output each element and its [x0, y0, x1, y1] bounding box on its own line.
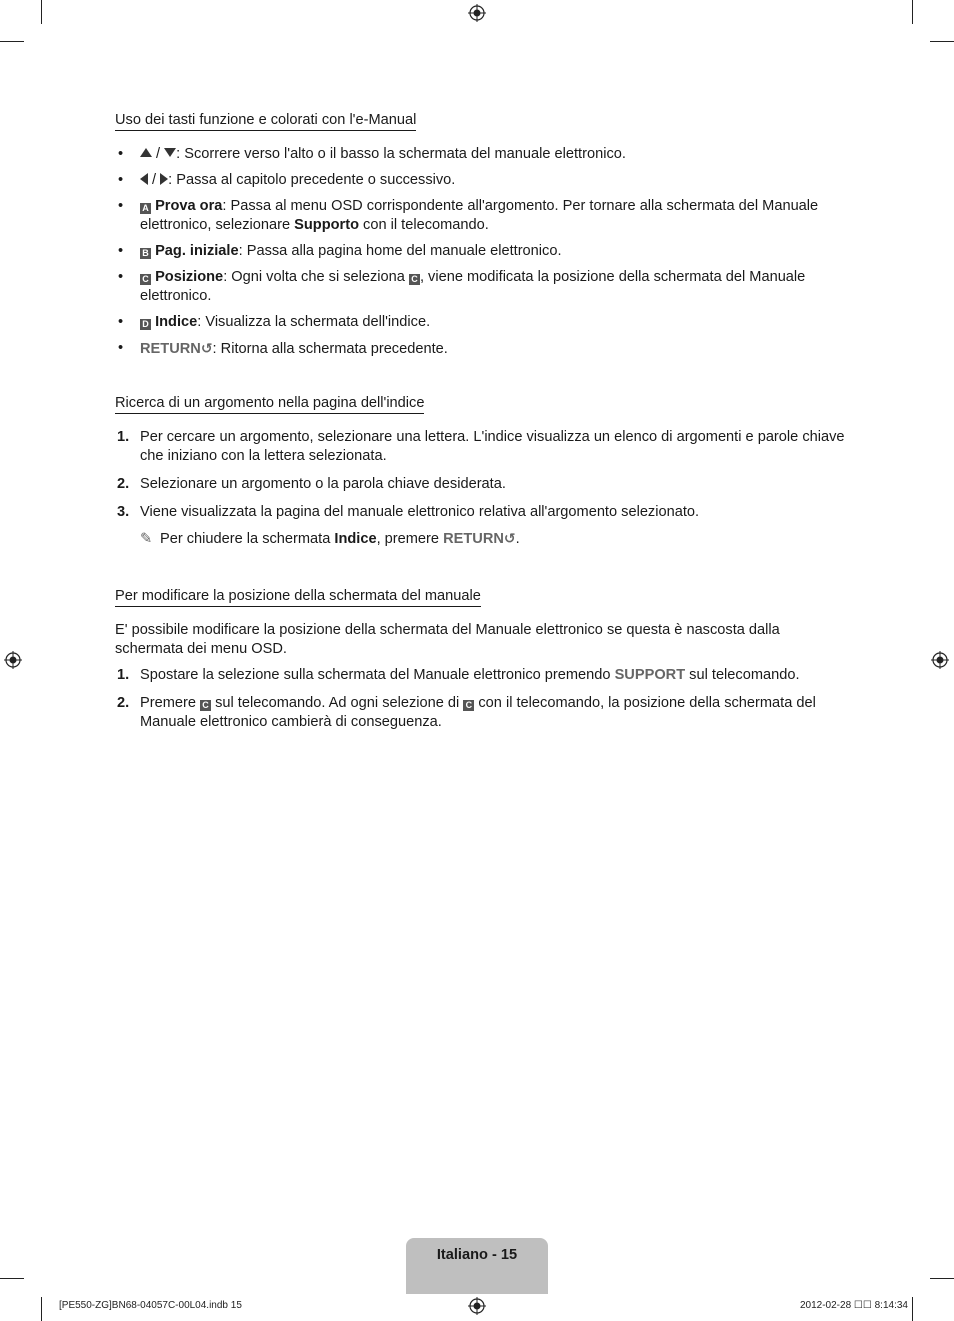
registration-mark-icon — [4, 651, 22, 669]
section-index-search — [115, 394, 845, 549]
crop-mark — [912, 0, 913, 24]
list-item: • A Prova ora: Passa al menu OSD corrispondente all'argomento. Per tornare alla schermata del Manuale elettronico, selezionare Supporto con il telecomando. — [115, 197, 845, 235]
pencil-note-icon: ✎ — [140, 531, 153, 547]
manual-content — [115, 111, 845, 741]
key-d-icon: D — [140, 319, 151, 330]
key-c-icon: C — [200, 700, 211, 711]
key-c-icon: C — [463, 700, 474, 711]
arrow-left-icon — [140, 173, 148, 185]
list-item: 2. Selezionare un argomento o la parola chiave desiderata. — [117, 476, 506, 492]
crop-mark — [912, 1297, 913, 1321]
registration-mark-icon — [468, 4, 486, 22]
section-heading: Per modificare la posizione della schermata del manuale — [115, 587, 481, 607]
bullet-list — [115, 145, 845, 359]
print-datetime: 2012-02-28 ☐☐ 8:14:34 — [799, 1300, 908, 1311]
list-item: • D Indice: Visualizza la schermata dell'indice. — [115, 313, 845, 332]
registration-mark-icon — [468, 1297, 486, 1315]
list-item: • B Pag. iniziale: Passa alla pagina home del manuale elettronico. — [115, 242, 845, 261]
list-item: • C Posizione: Ogni volta che si seleziona C , viene modificata la posizione della schermata del Manuale elettronico. — [115, 268, 845, 306]
intro-paragraph: E' possibile modificare la posizione della schermata del Manuale elettronico se questa è nascosta dalla schermata dei menu OSD. — [115, 622, 780, 657]
return-icon: ↺ — [503, 530, 516, 546]
list-item: • RETURN↺: Ritorna alla schermata precedente. — [115, 339, 845, 359]
section-heading: Ricerca di un argomento nella pagina dell'indice — [115, 394, 424, 414]
crop-mark — [0, 41, 24, 42]
numbered-list — [115, 666, 845, 732]
list-item: 1. Per cercare un argomento, selezionare una lettera. L'indice visualizza un elenco di argomenti e parole chiave che iniziano con la lettera selezionata. — [117, 429, 845, 464]
key-b-icon: B — [140, 248, 151, 259]
crop-mark — [930, 1278, 954, 1279]
arrow-right-icon — [160, 173, 168, 185]
list-item: 1. Spostare la selezione sulla schermata del Manuale elettronico premendo SUPPORT sul telecomando. — [117, 667, 800, 683]
crop-mark — [0, 1278, 24, 1279]
registration-mark-icon — [931, 651, 949, 669]
section-heading: Uso dei tasti funzione e colorati con l'e-Manual — [115, 111, 416, 131]
section-color-keys — [115, 111, 845, 359]
crop-mark — [930, 41, 954, 42]
arrow-up-icon — [140, 148, 152, 157]
key-a-icon: A — [140, 203, 151, 214]
list-item: • / : Passa al capitolo precedente o successivo. — [115, 171, 845, 190]
list-item: • / : Scorrere verso l'alto o il basso la schermata del manuale elettronico. — [115, 145, 845, 164]
arrow-down-icon — [164, 148, 176, 157]
page-label: Italiano - 15 — [436, 1247, 518, 1263]
section-move-screen — [115, 587, 845, 732]
return-icon: ↺ — [200, 340, 213, 356]
crop-mark — [41, 0, 42, 24]
file-info: [PE550-ZG]BN68-04057C-00L04.indb 15 — [59, 1300, 242, 1311]
key-c-icon: C — [409, 274, 420, 285]
note: ✎ Per chiudere la schermata Indice, premere RETURN↺. — [140, 530, 520, 547]
list-item: 3. Viene visualizzata la pagina del manuale elettronico relativa all'argomento selezionato. — [117, 504, 700, 520]
list-item: 2. Premere C sul telecomando. Ad ogni selezione di C con il telecomando, la posizione della schermata del Manuale elettronico cambierà di conseguenza. — [117, 695, 816, 730]
key-c-icon: C — [140, 274, 151, 285]
crop-mark — [41, 1297, 42, 1321]
numbered-list — [115, 428, 845, 522]
page-number-tab — [406, 1238, 548, 1294]
